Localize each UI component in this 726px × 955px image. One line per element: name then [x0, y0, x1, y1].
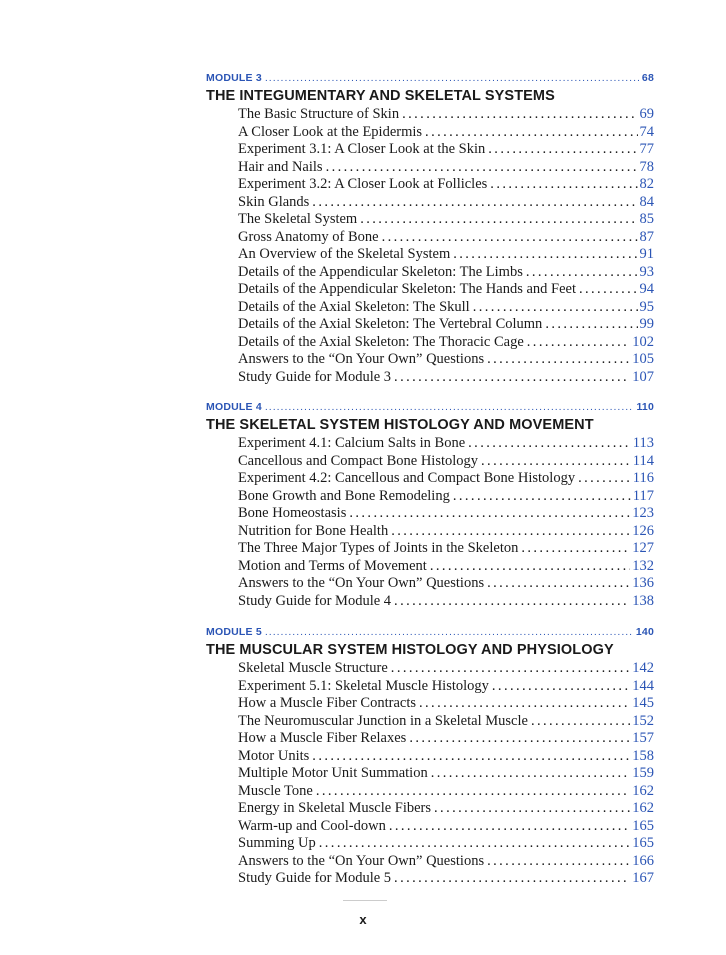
- toc-entry[interactable]: [238, 453, 654, 471]
- entry-title: Gross Anatomy of Bone: [238, 228, 379, 245]
- module-label: MODULE 5: [206, 626, 262, 638]
- entry-title: Bone Growth and Bone Remodeling: [238, 487, 450, 504]
- module-label: MODULE 3: [206, 72, 262, 84]
- toc-entry[interactable]: [238, 435, 654, 453]
- entry-page: 138: [632, 592, 654, 609]
- entry-title: How a Muscle Fiber Relaxes: [238, 730, 407, 746]
- entry-title: Multiple Motor Unit Summation: [238, 765, 428, 781]
- entry-page: 105: [632, 351, 654, 367]
- toc-entry[interactable]: [238, 141, 654, 159]
- dot-leader: [394, 369, 630, 387]
- entry-title: Skin Glands: [238, 193, 310, 210]
- toc-entry[interactable]: [238, 853, 654, 871]
- module-title: THE SKELETAL SYSTEM HISTOLOGY AND MOVEMENT: [206, 417, 594, 433]
- entry-page: 69: [639, 106, 654, 122]
- toc-entry[interactable]: [238, 835, 654, 853]
- dot-leader: [487, 853, 630, 871]
- entry-page: 159: [632, 765, 654, 781]
- dot-leader: [521, 540, 630, 558]
- entry-title: Answers to the “On Your Own” Questions: [238, 575, 485, 591]
- dot-leader: [430, 558, 630, 576]
- toc-entry[interactable]: [238, 351, 654, 369]
- module-page-number: 68: [641, 72, 654, 84]
- entry-page: 127: [632, 540, 654, 556]
- entry-title: Bone Homeostasis: [238, 505, 347, 521]
- entry-title: An Overview of the Skeletal System: [238, 246, 451, 262]
- toc-entry[interactable]: [238, 246, 654, 264]
- entry-page: 77: [639, 141, 654, 157]
- entry-page: 94: [639, 281, 654, 297]
- toc-entry[interactable]: [238, 505, 654, 523]
- toc-entry[interactable]: [238, 575, 654, 593]
- entry-page: 162: [632, 800, 654, 816]
- toc-entry[interactable]: [238, 299, 654, 317]
- dot-leader: [468, 435, 631, 453]
- entry-page: 152: [632, 712, 654, 729]
- toc-entry[interactable]: [238, 870, 654, 888]
- module-heading[interactable]: [206, 71, 654, 85]
- module-4-section: [206, 400, 654, 610]
- entry-page: 114: [632, 452, 654, 469]
- entry-title: Experiment 3.1: A Closer Look at the Skin: [238, 141, 486, 157]
- entry-title: Cancellous and Compact Bone Histology: [238, 452, 479, 469]
- dot-leader: [527, 334, 630, 352]
- toc-entry[interactable]: [238, 159, 654, 177]
- toc-entry[interactable]: [238, 264, 654, 282]
- toc-entry[interactable]: [238, 106, 654, 124]
- dot-leader: [487, 575, 630, 593]
- dot-leader: [490, 176, 637, 194]
- entry-page: 117: [632, 487, 654, 504]
- entry-title: The Neuromuscular Junction in a Skeletal Muscle: [238, 712, 528, 729]
- module-5-section: [206, 625, 654, 888]
- entry-page: 158: [632, 747, 654, 764]
- entry-page: 166: [632, 852, 654, 869]
- entry-page: 162: [632, 782, 654, 799]
- entry-page: 95: [639, 298, 654, 315]
- module-title: THE INTEGUMENTARY AND SKELETAL SYSTEMS: [206, 88, 555, 104]
- entry-title: Study Guide for Module 4: [238, 592, 392, 609]
- dot-leader: [319, 835, 631, 853]
- entry-page: 165: [632, 835, 654, 851]
- entry-page: 136: [632, 575, 654, 591]
- toc-entry[interactable]: [238, 660, 654, 678]
- entry-title: Details of the Appendicular Skeleton: The Limbs: [238, 263, 523, 280]
- entry-title: Experiment 4.2: Cancellous and Compact Bone Histology: [238, 470, 576, 486]
- entry-title: The Three Major Types of Joints in the Skeleton: [238, 540, 519, 556]
- dot-leader: [349, 505, 630, 523]
- entry-title: Answers to the “On Your Own” Questions: [238, 852, 485, 869]
- entry-title: Study Guide for Module 5: [238, 870, 392, 886]
- toc-entry[interactable]: [238, 783, 654, 801]
- entry-title: Hair and Nails: [238, 158, 323, 175]
- entry-page: 78: [639, 158, 654, 175]
- toc-entry[interactable]: [238, 194, 654, 212]
- dot-leader: [402, 106, 637, 124]
- entry-title: The Skeletal System: [238, 211, 358, 227]
- dot-leader: [434, 800, 630, 818]
- dot-leader: [473, 299, 638, 317]
- entry-title: Motor Units: [238, 747, 310, 764]
- dot-leader: [316, 783, 630, 801]
- entry-title: Muscle Tone: [238, 782, 313, 799]
- entry-page: 165: [632, 817, 654, 834]
- entry-page: 91: [639, 246, 654, 262]
- entry-title: Study Guide for Module 3: [238, 368, 392, 385]
- entry-page: 102: [632, 333, 654, 350]
- entry-page: 82: [639, 176, 654, 192]
- toc-entry[interactable]: [238, 488, 654, 506]
- entry-title: Skeletal Muscle Structure: [238, 660, 388, 676]
- page-number: x: [359, 912, 367, 927]
- toc-entry[interactable]: [238, 470, 654, 488]
- toc-entry-list: [238, 106, 654, 386]
- entry-page: 132: [632, 557, 654, 574]
- dot-leader: [391, 523, 630, 541]
- dot-leader: [545, 316, 637, 334]
- entry-page: 145: [632, 695, 654, 711]
- dot-leader: [394, 593, 630, 611]
- entry-page: 99: [639, 316, 654, 332]
- module-label: MODULE 4: [206, 401, 262, 413]
- entry-page: 167: [632, 870, 654, 886]
- dot-leader: [531, 713, 630, 731]
- entry-title: Energy in Skeletal Muscle Fibers: [238, 800, 432, 816]
- entry-page: 116: [632, 470, 654, 486]
- dot-leader: [382, 229, 638, 247]
- dot-leader: [312, 194, 637, 212]
- entry-title: Motion and Terms of Movement: [238, 557, 427, 574]
- dot-leader: [578, 470, 631, 488]
- module-page-number: 110: [636, 401, 654, 413]
- dot-leader: [425, 124, 637, 142]
- toc-entry[interactable]: [238, 593, 654, 611]
- dot-leader: [409, 730, 630, 748]
- entry-page: 85: [639, 211, 654, 227]
- entry-page: 87: [639, 228, 654, 245]
- dot-leader: [360, 211, 637, 229]
- dot-leader: [453, 246, 637, 264]
- footer-divider: [343, 900, 387, 901]
- toc-entry[interactable]: [238, 316, 654, 334]
- toc-entry[interactable]: [238, 523, 654, 541]
- module-heading[interactable]: [206, 400, 654, 414]
- entry-title: Experiment 3.2: A Closer Look at Follicles: [238, 176, 488, 192]
- entry-title: Experiment 4.1: Calcium Salts in Bone: [238, 435, 466, 451]
- toc-entry[interactable]: [238, 713, 654, 731]
- dot-leader: [265, 71, 639, 85]
- entry-page: 123: [632, 505, 654, 521]
- entry-title: Summing Up: [238, 835, 316, 851]
- entry-page: 74: [639, 123, 654, 140]
- dot-leader: [394, 870, 630, 888]
- entry-page: 107: [632, 368, 654, 385]
- toc-entry[interactable]: [238, 540, 654, 558]
- toc-entry[interactable]: [238, 281, 654, 299]
- toc-entry[interactable]: [238, 678, 654, 696]
- dot-leader: [487, 351, 630, 369]
- entry-title: The Basic Structure of Skin: [238, 106, 400, 122]
- dot-leader: [265, 625, 633, 639]
- toc-entry[interactable]: [238, 730, 654, 748]
- entry-page: 142: [632, 660, 654, 676]
- entry-page: 113: [632, 435, 654, 451]
- entry-title: Answers to the “On Your Own” Questions: [238, 351, 485, 367]
- entry-title: Details of the Axial Skeleton: The Thoracic Cage: [238, 333, 524, 350]
- dot-leader: [431, 765, 631, 783]
- dot-leader: [526, 264, 638, 282]
- toc-entry[interactable]: [238, 334, 654, 352]
- toc-entry[interactable]: [238, 124, 654, 142]
- dot-leader: [326, 159, 638, 177]
- toc-entry-list: [238, 660, 654, 888]
- dot-leader: [488, 141, 637, 159]
- dot-leader: [419, 695, 630, 713]
- module-title: THE MUSCULAR SYSTEM HISTOLOGY AND PHYSIOLOGY: [206, 642, 614, 658]
- dot-leader: [453, 488, 631, 506]
- entry-title: How a Muscle Fiber Contracts: [238, 695, 416, 711]
- toc-entry[interactable]: [238, 176, 654, 194]
- entry-page: 157: [632, 730, 654, 746]
- module-3-section: [206, 71, 654, 386]
- toc-entry[interactable]: [238, 765, 654, 783]
- module-heading[interactable]: [206, 625, 654, 639]
- entry-title: Warm-up and Cool-down: [238, 817, 386, 834]
- dot-leader: [579, 281, 638, 299]
- dot-leader: [391, 660, 630, 678]
- entry-title: Details of the Appendicular Skeleton: The Hands and Feet: [238, 281, 576, 297]
- dot-leader: [312, 748, 630, 766]
- toc-entry[interactable]: [238, 695, 654, 713]
- entry-title: Details of the Axial Skeleton: The Vertebral Column: [238, 316, 543, 332]
- entry-title: A Closer Look at the Epidermis: [238, 123, 423, 140]
- entry-page: 93: [639, 263, 654, 280]
- entry-title: Details of the Axial Skeleton: The Skull: [238, 298, 470, 315]
- entry-page: 144: [632, 677, 654, 694]
- dot-leader: [265, 400, 634, 414]
- dot-leader: [492, 678, 630, 696]
- dot-leader: [481, 453, 631, 471]
- toc-entry[interactable]: [238, 369, 654, 387]
- entry-page: 84: [639, 193, 654, 210]
- toc-entry[interactable]: [238, 818, 654, 836]
- toc-entry[interactable]: [238, 748, 654, 766]
- dot-leader: [389, 818, 630, 836]
- entry-title: Nutrition for Bone Health: [238, 522, 389, 539]
- entry-page: 126: [632, 522, 654, 539]
- module-page-number: 140: [635, 626, 654, 638]
- toc-entry[interactable]: [238, 229, 654, 247]
- toc-entry-list: [238, 435, 654, 610]
- toc-entry[interactable]: [238, 800, 654, 818]
- toc-entry[interactable]: [238, 558, 654, 576]
- entry-title: Experiment 5.1: Skeletal Muscle Histology: [238, 677, 489, 694]
- toc-entry[interactable]: [238, 211, 654, 229]
